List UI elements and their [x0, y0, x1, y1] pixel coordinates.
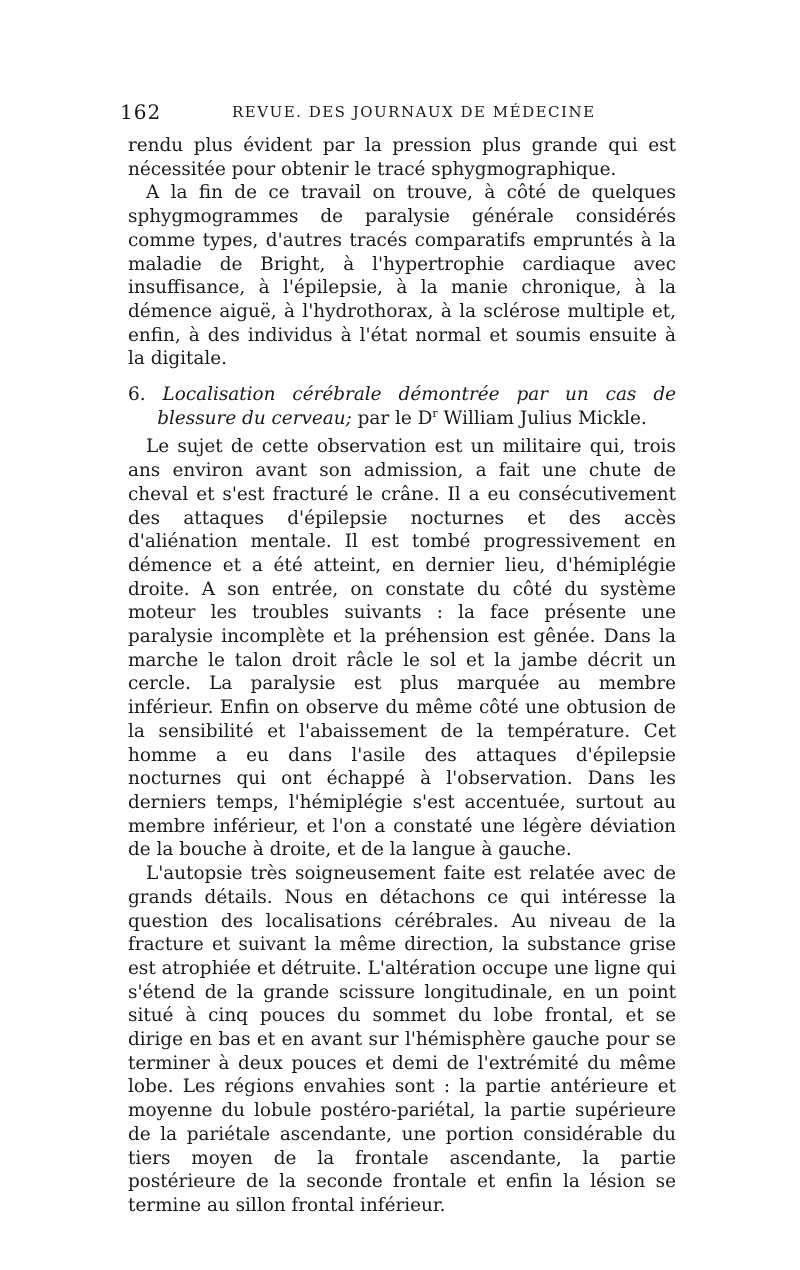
book-page — [120, 100, 676, 1218]
page-number: 162 — [120, 100, 162, 124]
section-number: 6. — [128, 384, 146, 406]
journal-title: REVUE. DES JOURNAUX DE MÉDECINE — [232, 103, 596, 121]
paragraph-case-history: Le sujet de cette observation est un militaire qui, trois ans environ avant son admission, a fait une chute de cheval et s'est fracturé le crâne. Il a eu consécutivement des attaques d'épilepsie nocturnes et des accès d'aliénation mentale. Il est tombé progressivement en démence et a été atteint, en dernier lieu, d'hémiplégie droite. A son entrée, on constate du côté du système moteur les troubles suivants : la face présente une paralysie incomplète et la préhension est gênée. Dans la marche le talon droit râcle le sol et la jambe décrit un cercle. La paralysie est plus marquée au membre inférieur. Enfin on observe du même côté une obtusion de la sensibilité et l'abaissement de la température. Cet homme a eu dans l'asile des attaques d'épilepsie nocturnes qui ont échappé à l'observation. Dans les derniers temps, l'hémiplégie s'est accentuée, surtout au membre inférieur, et l'on a constaté une légère déviation de la bouche à droite, et de la langue à gauche. — [128, 436, 676, 861]
paragraph-autopsy: L'autopsie très soigneusement faite est relatée avec de grands détails. Nous en détachons ce qui intéresse la question des localisations cérébrales. Au niveau de la fracture et suivant la même direction, la substance grise est atrophiée et détruite. L'altération occupe une ligne qui s'étend de la grande scissure longitudinale, en un point situé à cinq pouces du sommet du lobe frontal, et se dirige en bas et en avant sur l'hémisphère gauche pour se terminer à deux pouces et demi de l'extrémité du même lobe. Les régions envahies sont : la partie antérieure et moyenne du lobule postéro-pariétal, la partie supérieure de la pariétale ascendante, une portion considérable du tiers moyen de la frontale ascendante, la partie postérieure de la seconde frontale et enfin la lésion se termine au sillon frontal inférieur. — [128, 863, 676, 1216]
section-author-sup: r — [432, 406, 438, 420]
section-title: Localisation cérébrale démontrée par un cas de blessure du cerveau; — [157, 384, 676, 429]
section-author-name: William Julius Mickle. — [443, 407, 647, 429]
paragraph-continuation: rendu plus évident par la pression plus grande qui est nécessitée pour obtenir le tracé sphygmographique. — [128, 135, 676, 180]
section-author-prefix: par le D — [357, 407, 433, 429]
paragraph-sphygmogrammes: A la fin de ce travail on trouve, à côté de quelques sphygmogrammes de paralysie générale considérés comme types, d'autres tracés comparatifs empruntés à la maladie de Bright, à l'hypertrophie cardiaque avec insuffisance, à l'épilepsie, à la manie chronique, à la démence aiguë, à l'hydrothorax, à la sclérose multiple et, enfin, à des individus à l'état normal et soumis ensuite à la digitale. — [128, 182, 676, 370]
section-heading — [128, 383, 676, 430]
running-head — [120, 100, 676, 126]
